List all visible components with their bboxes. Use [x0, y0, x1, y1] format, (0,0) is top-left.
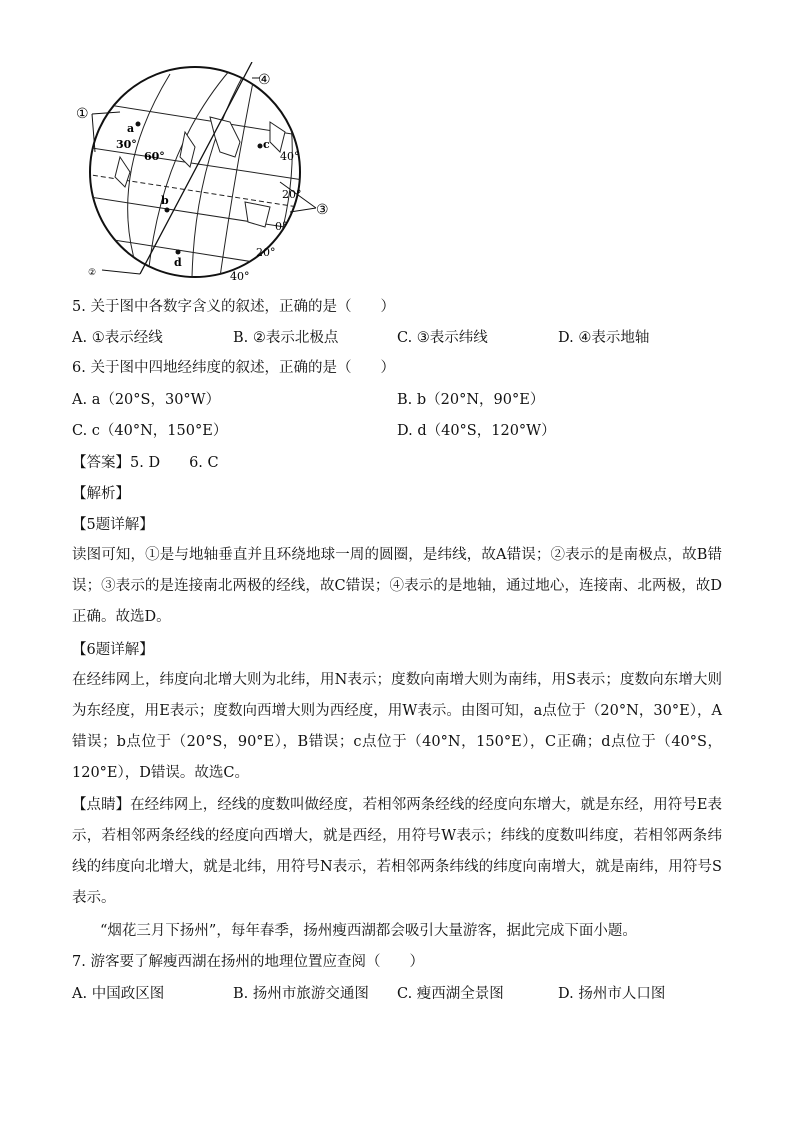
- globe-figure: [70, 62, 340, 287]
- marker-1: ①: [76, 106, 89, 122]
- q6-option-a: A. a（20°S，30°W）: [72, 392, 221, 408]
- label-0: 0°: [275, 220, 288, 233]
- marker-3: ③: [316, 202, 329, 218]
- label-20n: 20°: [282, 188, 302, 201]
- point-c: c: [263, 138, 270, 151]
- point-a: a: [127, 122, 135, 135]
- q6-stem: 6. 关于图中四地经纬度的叙述，正确的是（ ）: [72, 360, 395, 376]
- label-40n: 40°: [280, 150, 300, 163]
- q5-detail-title: 【5题详解】: [72, 517, 154, 533]
- analysis-title: 【解析】: [72, 486, 130, 502]
- q5-detail-text: 读图可知，①是与地轴垂直并且环绕地球一周的圆圈，是纬线，故A错误；②表示的是南极点，故B错误；③表示的是连接南北两极的经线，故C错误；④表示的是地轴，通过地心，连接南、北两极，故D正确。故选D。: [72, 547, 722, 625]
- q5-option-c: C. ③表示纬线: [397, 330, 488, 346]
- q7-option-a: A. 中国政区图: [72, 986, 165, 1002]
- q6-option-d: D. d（40°S，120°W）: [397, 423, 556, 439]
- point-b: b: [161, 194, 169, 207]
- answer-line: 【答案】5. D 6. C: [72, 455, 219, 471]
- q7-option-d: D. 扬州市人口图: [558, 986, 666, 1002]
- q5-option-a: A. ①表示经线: [72, 330, 163, 346]
- marker-2: ②: [88, 268, 97, 278]
- tip-text: 【点睛】在经纬网上，经线的度数叫做经度，若相邻两条经线的经度向东增大，就是东经，用符号E表示，若相邻两条经线的经度向西增大，就是西经，用符号W表示；纬线的度数叫纬度，若相邻两条纬线的纬度向北增大，就是北纬，用符号N表示，若相邻两条纬线的纬度向南增大，就是南纬，用符号S表示。: [72, 797, 722, 906]
- label-20s: 20°: [256, 246, 276, 259]
- q7-stem: 7. 游客要了解瘦西湖在扬州的地理位置应查阅（ ）: [72, 954, 424, 970]
- marker-4: ④: [258, 72, 271, 88]
- q5-stem: 5. 关于图中各数字含义的叙述，正确的是（ ）: [72, 299, 395, 315]
- q5-option-b: B. ②表示北极点: [233, 330, 339, 346]
- point-d: d: [174, 256, 182, 269]
- q7-option-b: B. 扬州市旅游交通图: [233, 986, 369, 1002]
- q7-intro: “烟花三月下扬州”，每年春季，扬州瘦西湖都会吸引大量游客，据此完成下面小题。: [100, 923, 637, 939]
- q6-detail-title: 【6题详解】: [72, 642, 154, 658]
- q6-detail-text: 在经纬网上，纬度向北增大则为北纬，用N表示；度数向南增大则为南纬，用S表示；度数向东增大则为东经度，用E表示；度数向西增大则为西经度，用W表示。由图可知，a点位于（20°N，30°E），A错误；b点位于（20°S，90°E），B错误；c点位于（40°N，150°E），C正确；d点位于（40°S，120°E），D错误。故选C。: [72, 672, 722, 781]
- q5-option-d: D. ④表示地轴: [558, 330, 650, 346]
- label-60: 60°: [144, 150, 165, 163]
- q6-option-c: C. c（40°N，150°E）: [72, 423, 228, 439]
- label-40s: 40°: [230, 270, 250, 283]
- q6-option-b: B. b（20°N，90°E）: [397, 392, 545, 408]
- label-30: 30°: [116, 138, 137, 151]
- q7-option-c: C. 瘦西湖全景图: [397, 986, 504, 1002]
